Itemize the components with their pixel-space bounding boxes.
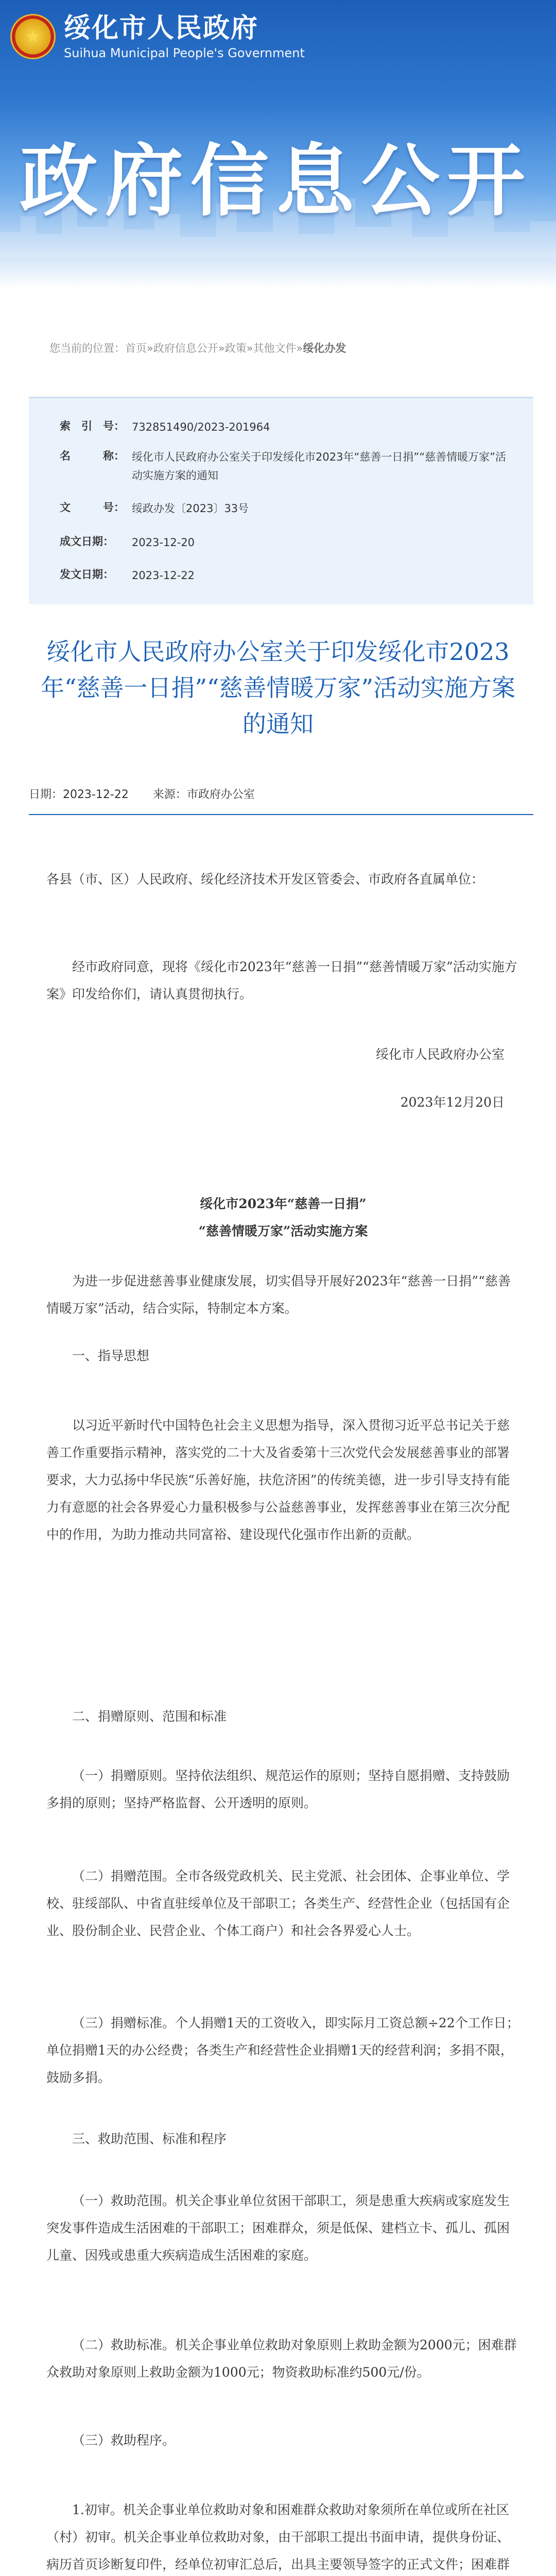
breadcrumb-current[interactable]: 绥化办发 — [303, 342, 346, 354]
document-metadata-box — [29, 397, 533, 604]
meta-created-label: 成文日期： — [60, 535, 114, 548]
meta-docno-label: 文 号： — [60, 501, 125, 514]
section-heading-1: 一、指导思想 — [72, 1348, 150, 1363]
site-title-cn: 绥化市人民政府 — [64, 12, 259, 44]
relief-scope-paragraph: （一）救助范围。机关企事业单位贫困干部职工，须是患重大疾病或家庭发生突发事件造成生活困难的干部职工；困难群众，须是低保、建档立卡、孤儿、孤困儿童、因残或患重大疾病造成生活困难的家庭。 — [46, 2193, 510, 2263]
meta-created-value: 2023-12-20 — [132, 536, 195, 549]
banner-title: 政府信息公开 — [20, 135, 532, 227]
plan-title-line-2: “慈善情暖万家”活动实施方案 — [198, 1224, 368, 1239]
relief-standard-paragraph: （二）救助标准。机关企事业单位救助对象原则上救助金额为2000元；困难群众救助对象原则上救助金额为1000元；物资救助标准约500元/份。 — [46, 2337, 517, 2380]
meta-name-value: 绥化市人民政府办公室关于印发绥化市2023年“慈善一日捐”“慈善情暖万家”活动实施方案的通知 — [132, 451, 506, 482]
site-brand[interactable] — [10, 13, 305, 60]
document-title: 绥化市人民政府办公室关于印发绥化市2023年“慈善一日捐”“慈善情暖万家”活动实施方案的通知 — [40, 638, 516, 738]
salutation: 各县（市、区）人民政府、绥化经济技术开发区管委会、市政府各直属单位： — [46, 872, 484, 887]
publish-source: 来源：市政府办公室 — [152, 788, 255, 801]
standard-paragraph: （三）捐赠标准。个人捐赠1天的工资收入，即实际月工资总额÷22个工作日；单位捐赠1天的办公经费；各类生产和经营性企业捐赠1天的经营利润；多捐不限，鼓励多捐。 — [46, 2015, 519, 2085]
national-emblem-icon: ★ — [10, 14, 56, 59]
meta-docno-value: 绥政办发〔2023〕33号 — [132, 502, 249, 515]
meta-name-label: 名 称： — [60, 450, 125, 462]
site-title-en: Suihua Municipal People's Government — [64, 46, 305, 60]
breadcrumb-path[interactable]: 首页»政府信息公开»政策»其他文件» — [125, 342, 303, 354]
guiding-paragraph: 以习近平新时代中国特色社会主义思想为指导，深入贯彻习近平总书记关于慈善工作重要指示精神，落实党的二十大及省委第十三次党代会发展慈善事业的部署要求，大力弘扬中华民族“乐善好施，扶危济困”的传统美德，进一步引导支持有能力有意愿的社会各界爱心力量积极参与公益慈善事业，发挥慈善事业在第三次分配中的作用，为助力推动共同富裕、建设现代化强市作出新的贡献。 — [46, 1418, 510, 1542]
title-divider — [29, 814, 533, 815]
procedure-step-1: 1.初审。机关企事业单位救助对象和困难群众救助对象须所在单位或所在社区（村）初审。机关企事业单位救助对象，由干部职工提出书面申请，提供身份证、病历首页诊断复印件，经单位初审汇总后，出具主要领导签字的正式文件；困难群 — [46, 2502, 510, 2572]
meta-published-value: 2023-12-22 — [132, 569, 195, 582]
intro-paragraph: 经市政府同意，现将《绥化市2023年“慈善一日捐”“慈善情暖万家”活动实施方案》印发给你们，请认真贯彻执行。 — [46, 959, 517, 1002]
plan-title-line-1: 绥化市2023年“慈善一日捐” — [200, 1196, 367, 1211]
signer: 绥化市人民政府办公室 — [375, 1047, 505, 1062]
publish-date: 日期：2023-12-22 — [29, 788, 129, 801]
breadcrumb-prefix: 您当前的位置： — [49, 342, 125, 354]
document-info-line — [29, 786, 275, 802]
principle-paragraph: （一）捐赠原则。坚持依法组织、规范运作的原则；坚持自愿捐赠、支持鼓励多捐的原则；坚持严格监督、公开透明的原则。 — [46, 1768, 510, 1810]
site-header — [0, 0, 556, 289]
scope-paragraph: （二）捐赠范围。全市各级党政机关、民主党派、社会团体、企事业单位、学校、驻绥部队、中省直驻绥单位及干部职工；各类生产、经营性企业（包括国有企业、股份制企业、民营企业、个体工商户）和社会各界爱心人士。 — [46, 1869, 510, 1938]
section-heading-3: 三、救助范围、标准和程序 — [72, 2131, 227, 2146]
plan-intro: 为进一步促进慈善事业健康发展，切实倡导开展好2023年“慈善一日捐”“慈善情暖万家”活动，结合实际，特制定本方案。 — [46, 1274, 511, 1316]
meta-index-label: 索 引 号： — [60, 420, 125, 432]
meta-published-label: 发文日期： — [60, 568, 114, 581]
meta-index-value: 732851490/2023-201964 — [132, 421, 270, 433]
relief-procedure-heading: （三）救助程序。 — [72, 2433, 176, 2448]
breadcrumb — [49, 340, 346, 355]
sign-date: 2023年12月20日 — [400, 1095, 505, 1110]
section-heading-2: 二、捐赠原则、范围和标准 — [72, 1709, 227, 1724]
